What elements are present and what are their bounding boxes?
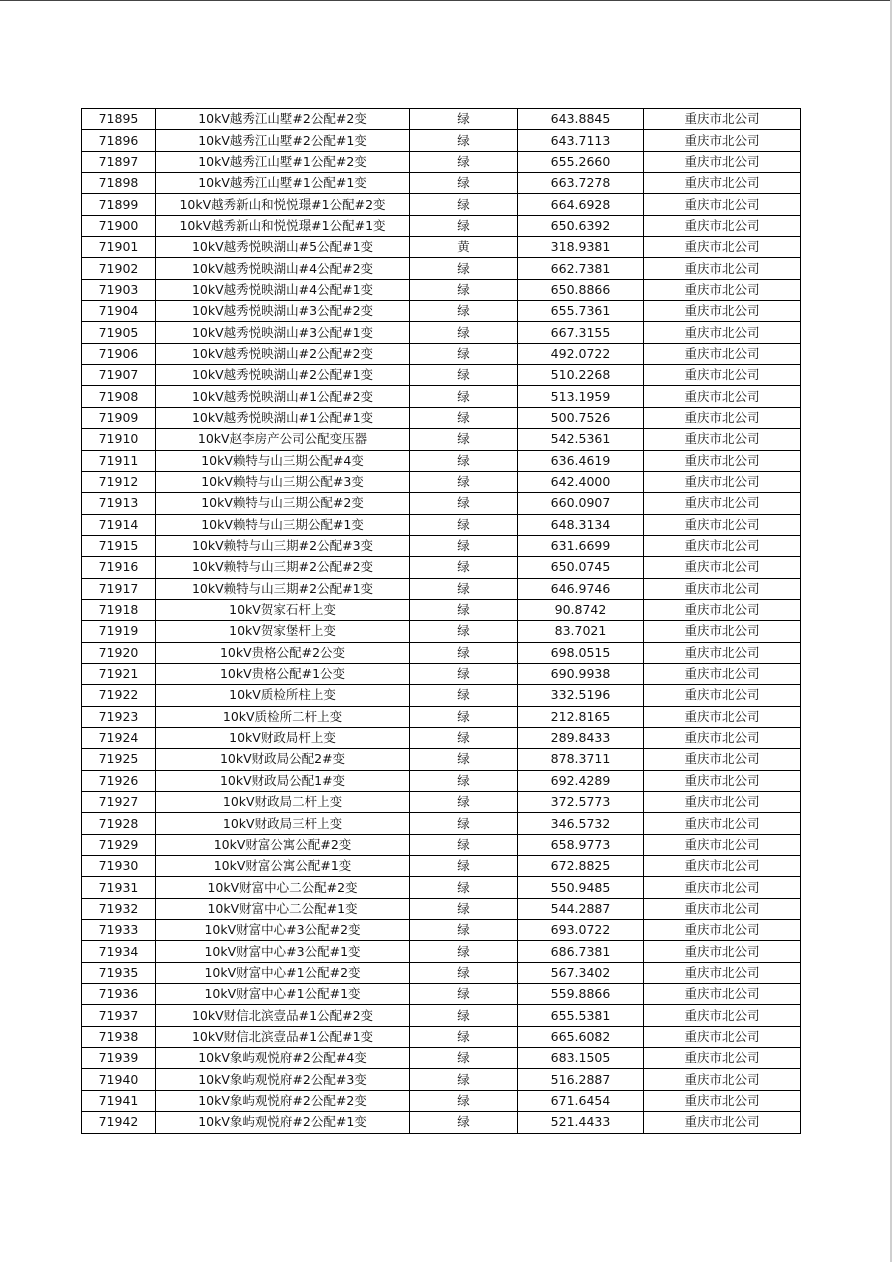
cell-id: 71897 xyxy=(82,151,156,172)
cell-company: 重庆市北公司 xyxy=(644,599,801,620)
table-row xyxy=(82,834,801,855)
cell-id: 71938 xyxy=(82,1026,156,1047)
cell-name: 10kV财政局二杆上变 xyxy=(156,792,410,813)
cell-company: 重庆市北公司 xyxy=(644,685,801,706)
cell-name: 10kV贵格公配#1公变 xyxy=(156,663,410,684)
cell-id: 71927 xyxy=(82,792,156,813)
cell-name: 10kV越秀江山墅#2公配#2变 xyxy=(156,109,410,130)
cell-status: 绿 xyxy=(410,706,518,727)
page-top-border xyxy=(0,0,892,1)
table-row xyxy=(82,962,801,983)
cell-status: 绿 xyxy=(410,962,518,983)
cell-name: 10kV财政局三杆上变 xyxy=(156,813,410,834)
cell-company: 重庆市北公司 xyxy=(644,898,801,919)
cell-name: 10kV越秀悦映湖山#3公配#1变 xyxy=(156,322,410,343)
cell-id: 71899 xyxy=(82,194,156,215)
cell-status: 绿 xyxy=(410,1090,518,1111)
cell-name: 10kV越秀悦映湖山#1公配#1变 xyxy=(156,407,410,428)
cell-status: 绿 xyxy=(410,322,518,343)
cell-name: 10kV越秀悦映湖山#5公配#1变 xyxy=(156,237,410,258)
cell-name: 10kV赖特与山三期#2公配#1变 xyxy=(156,578,410,599)
cell-id: 71931 xyxy=(82,877,156,898)
cell-name: 10kV财富公寓公配#2变 xyxy=(156,834,410,855)
table-row xyxy=(82,920,801,941)
cell-id: 71902 xyxy=(82,258,156,279)
cell-name: 10kV贺家堡杆上变 xyxy=(156,621,410,642)
cell-value: 655.2660 xyxy=(518,151,644,172)
cell-value: 631.6699 xyxy=(518,535,644,556)
cell-company: 重庆市北公司 xyxy=(644,215,801,236)
cell-company: 重庆市北公司 xyxy=(644,1112,801,1133)
table-row xyxy=(82,343,801,364)
cell-status: 绿 xyxy=(410,578,518,599)
cell-value: 650.8866 xyxy=(518,279,644,300)
cell-status: 绿 xyxy=(410,1112,518,1133)
cell-status: 绿 xyxy=(410,429,518,450)
table-row xyxy=(82,173,801,194)
table-row xyxy=(82,557,801,578)
table-row xyxy=(82,1048,801,1069)
cell-name: 10kV越秀新山和悦悦璟#1公配#1变 xyxy=(156,215,410,236)
cell-company: 重庆市北公司 xyxy=(644,962,801,983)
cell-company: 重庆市北公司 xyxy=(644,130,801,151)
table-row xyxy=(82,514,801,535)
table-row xyxy=(82,770,801,791)
table-row xyxy=(82,535,801,556)
cell-value: 650.6392 xyxy=(518,215,644,236)
table-row xyxy=(82,279,801,300)
cell-id: 71907 xyxy=(82,365,156,386)
cell-id: 71913 xyxy=(82,493,156,514)
cell-status: 绿 xyxy=(410,109,518,130)
cell-status: 绿 xyxy=(410,301,518,322)
cell-name: 10kV财政局杆上变 xyxy=(156,727,410,748)
cell-company: 重庆市北公司 xyxy=(644,279,801,300)
cell-name: 10kV象屿观悦府#2公配#2变 xyxy=(156,1090,410,1111)
cell-value: 665.6082 xyxy=(518,1026,644,1047)
cell-id: 71919 xyxy=(82,621,156,642)
table-row xyxy=(82,493,801,514)
cell-company: 重庆市北公司 xyxy=(644,514,801,535)
cell-status: 绿 xyxy=(410,1026,518,1047)
cell-status: 绿 xyxy=(410,898,518,919)
table-row xyxy=(82,322,801,343)
cell-value: 642.4000 xyxy=(518,471,644,492)
cell-value: 655.7361 xyxy=(518,301,644,322)
cell-id: 71901 xyxy=(82,237,156,258)
cell-status: 绿 xyxy=(410,173,518,194)
cell-status: 绿 xyxy=(410,493,518,514)
cell-name: 10kV财政局公配1#变 xyxy=(156,770,410,791)
cell-id: 71909 xyxy=(82,407,156,428)
cell-company: 重庆市北公司 xyxy=(644,856,801,877)
cell-id: 71933 xyxy=(82,920,156,941)
cell-id: 71896 xyxy=(82,130,156,151)
cell-name: 10kV赖特与山三期公配#2变 xyxy=(156,493,410,514)
cell-id: 71935 xyxy=(82,962,156,983)
cell-id: 71921 xyxy=(82,663,156,684)
cell-id: 71898 xyxy=(82,173,156,194)
cell-value: 686.7381 xyxy=(518,941,644,962)
cell-status: 绿 xyxy=(410,450,518,471)
cell-company: 重庆市北公司 xyxy=(644,1048,801,1069)
cell-status: 绿 xyxy=(410,877,518,898)
cell-status: 绿 xyxy=(410,151,518,172)
cell-status: 绿 xyxy=(410,920,518,941)
cell-company: 重庆市北公司 xyxy=(644,642,801,663)
cell-id: 71934 xyxy=(82,941,156,962)
cell-company: 重庆市北公司 xyxy=(644,663,801,684)
cell-name: 10kV财信北滨壹品#1公配#1变 xyxy=(156,1026,410,1047)
cell-value: 663.7278 xyxy=(518,173,644,194)
cell-value: 90.8742 xyxy=(518,599,644,620)
cell-name: 10kV赖特与山三期公配#1变 xyxy=(156,514,410,535)
cell-name: 10kV越秀悦映湖山#4公配#2变 xyxy=(156,258,410,279)
table-row xyxy=(82,237,801,258)
cell-value: 513.1959 xyxy=(518,386,644,407)
cell-value: 660.0907 xyxy=(518,493,644,514)
cell-value: 492.0722 xyxy=(518,343,644,364)
cell-id: 71918 xyxy=(82,599,156,620)
cell-status: 绿 xyxy=(410,365,518,386)
cell-company: 重庆市北公司 xyxy=(644,151,801,172)
cell-company: 重庆市北公司 xyxy=(644,365,801,386)
cell-value: 693.0722 xyxy=(518,920,644,941)
cell-name: 10kV赖特与山三期公配#4变 xyxy=(156,450,410,471)
cell-name: 10kV财富中心二公配#1变 xyxy=(156,898,410,919)
table-row xyxy=(82,471,801,492)
cell-company: 重庆市北公司 xyxy=(644,194,801,215)
cell-status: 绿 xyxy=(410,1069,518,1090)
cell-id: 71923 xyxy=(82,706,156,727)
cell-id: 71937 xyxy=(82,1005,156,1026)
cell-id: 71908 xyxy=(82,386,156,407)
transformer-table xyxy=(81,108,801,1134)
cell-status: 绿 xyxy=(410,685,518,706)
cell-name: 10kV象屿观悦府#2公配#4变 xyxy=(156,1048,410,1069)
cell-value: 636.4619 xyxy=(518,450,644,471)
cell-status: 绿 xyxy=(410,621,518,642)
cell-name: 10kV财信北滨壹品#1公配#2变 xyxy=(156,1005,410,1026)
cell-id: 71928 xyxy=(82,813,156,834)
cell-company: 重庆市北公司 xyxy=(644,557,801,578)
cell-value: 655.5381 xyxy=(518,1005,644,1026)
cell-name: 10kV财富中心#1公配#1变 xyxy=(156,984,410,1005)
cell-name: 10kV象屿观悦府#2公配#1变 xyxy=(156,1112,410,1133)
cell-status: 绿 xyxy=(410,215,518,236)
cell-name: 10kV赖特与山三期#2公配#2变 xyxy=(156,557,410,578)
cell-status: 绿 xyxy=(410,407,518,428)
cell-name: 10kV财政局公配2#变 xyxy=(156,749,410,770)
table-row xyxy=(82,429,801,450)
table-row xyxy=(82,194,801,215)
cell-value: 516.2887 xyxy=(518,1069,644,1090)
cell-value: 643.8845 xyxy=(518,109,644,130)
cell-company: 重庆市北公司 xyxy=(644,621,801,642)
cell-status: 绿 xyxy=(410,642,518,663)
cell-company: 重庆市北公司 xyxy=(644,1069,801,1090)
table-row xyxy=(82,365,801,386)
cell-value: 664.6928 xyxy=(518,194,644,215)
cell-id: 71920 xyxy=(82,642,156,663)
cell-name: 10kV越秀江山墅#1公配#1变 xyxy=(156,173,410,194)
cell-company: 重庆市北公司 xyxy=(644,407,801,428)
cell-id: 71905 xyxy=(82,322,156,343)
cell-company: 重庆市北公司 xyxy=(644,877,801,898)
cell-name: 10kV象屿观悦府#2公配#3变 xyxy=(156,1069,410,1090)
cell-name: 10kV贺家石杆上变 xyxy=(156,599,410,620)
cell-value: 521.4433 xyxy=(518,1112,644,1133)
cell-name: 10kV越秀悦映湖山#2公配#2变 xyxy=(156,343,410,364)
cell-id: 71914 xyxy=(82,514,156,535)
cell-name: 10kV财富中心#1公配#2变 xyxy=(156,962,410,983)
table-row xyxy=(82,215,801,236)
cell-status: 绿 xyxy=(410,130,518,151)
cell-id: 71915 xyxy=(82,535,156,556)
cell-id: 71925 xyxy=(82,749,156,770)
cell-name: 10kV赖特与山三期公配#3变 xyxy=(156,471,410,492)
table-row xyxy=(82,1026,801,1047)
table-row xyxy=(82,813,801,834)
cell-id: 71900 xyxy=(82,215,156,236)
cell-status: 绿 xyxy=(410,813,518,834)
cell-value: 83.7021 xyxy=(518,621,644,642)
cell-name: 10kV越秀江山墅#1公配#2变 xyxy=(156,151,410,172)
cell-id: 71906 xyxy=(82,343,156,364)
cell-name: 10kV赖特与山三期#2公配#3变 xyxy=(156,535,410,556)
cell-company: 重庆市北公司 xyxy=(644,984,801,1005)
table-row xyxy=(82,1090,801,1111)
table-row xyxy=(82,1069,801,1090)
cell-value: 667.3155 xyxy=(518,322,644,343)
cell-id: 71910 xyxy=(82,429,156,450)
cell-value: 544.2887 xyxy=(518,898,644,919)
cell-id: 71903 xyxy=(82,279,156,300)
cell-name: 10kV贵格公配#2公变 xyxy=(156,642,410,663)
cell-value: 650.0745 xyxy=(518,557,644,578)
cell-value: 559.8866 xyxy=(518,984,644,1005)
cell-company: 重庆市北公司 xyxy=(644,792,801,813)
table-row xyxy=(82,109,801,130)
table-row xyxy=(82,856,801,877)
cell-id: 71942 xyxy=(82,1112,156,1133)
cell-value: 550.9485 xyxy=(518,877,644,898)
cell-name: 10kV质检所柱上变 xyxy=(156,685,410,706)
cell-value: 289.8433 xyxy=(518,727,644,748)
cell-value: 212.8165 xyxy=(518,706,644,727)
cell-status: 绿 xyxy=(410,386,518,407)
cell-value: 658.9773 xyxy=(518,834,644,855)
table-row xyxy=(82,599,801,620)
table-row xyxy=(82,130,801,151)
table-row xyxy=(82,706,801,727)
cell-company: 重庆市北公司 xyxy=(644,1005,801,1026)
cell-status: 绿 xyxy=(410,856,518,877)
cell-company: 重庆市北公司 xyxy=(644,109,801,130)
cell-value: 672.8825 xyxy=(518,856,644,877)
cell-status: 绿 xyxy=(410,749,518,770)
cell-value: 646.9746 xyxy=(518,578,644,599)
table-row xyxy=(82,898,801,919)
cell-status: 绿 xyxy=(410,727,518,748)
cell-id: 71932 xyxy=(82,898,156,919)
cell-name: 10kV质检所二杆上变 xyxy=(156,706,410,727)
cell-id: 71916 xyxy=(82,557,156,578)
cell-id: 71912 xyxy=(82,471,156,492)
cell-status: 绿 xyxy=(410,279,518,300)
cell-status: 绿 xyxy=(410,663,518,684)
cell-status: 绿 xyxy=(410,557,518,578)
cell-company: 重庆市北公司 xyxy=(644,301,801,322)
cell-value: 510.2268 xyxy=(518,365,644,386)
cell-value: 500.7526 xyxy=(518,407,644,428)
table-row xyxy=(82,941,801,962)
cell-value: 567.3402 xyxy=(518,962,644,983)
cell-id: 71929 xyxy=(82,834,156,855)
cell-status: 绿 xyxy=(410,343,518,364)
cell-company: 重庆市北公司 xyxy=(644,386,801,407)
cell-name: 10kV财富中心#3公配#1变 xyxy=(156,941,410,962)
cell-status: 绿 xyxy=(410,194,518,215)
cell-company: 重庆市北公司 xyxy=(644,173,801,194)
table-row xyxy=(82,450,801,471)
cell-company: 重庆市北公司 xyxy=(644,578,801,599)
table-row xyxy=(82,407,801,428)
cell-company: 重庆市北公司 xyxy=(644,727,801,748)
cell-value: 662.7381 xyxy=(518,258,644,279)
cell-id: 71939 xyxy=(82,1048,156,1069)
table-row xyxy=(82,386,801,407)
cell-company: 重庆市北公司 xyxy=(644,322,801,343)
cell-name: 10kV越秀悦映湖山#2公配#1变 xyxy=(156,365,410,386)
cell-company: 重庆市北公司 xyxy=(644,493,801,514)
cell-name: 10kV越秀新山和悦悦璟#1公配#2变 xyxy=(156,194,410,215)
cell-status: 绿 xyxy=(410,1048,518,1069)
cell-company: 重庆市北公司 xyxy=(644,258,801,279)
table-row xyxy=(82,258,801,279)
cell-name: 10kV越秀悦映湖山#4公配#1变 xyxy=(156,279,410,300)
cell-value: 690.9938 xyxy=(518,663,644,684)
table-body xyxy=(82,109,801,1134)
table-row xyxy=(82,727,801,748)
table-row xyxy=(82,792,801,813)
cell-name: 10kV越秀悦映湖山#3公配#2变 xyxy=(156,301,410,322)
cell-id: 71930 xyxy=(82,856,156,877)
cell-id: 71941 xyxy=(82,1090,156,1111)
cell-name: 10kV越秀江山墅#2公配#1变 xyxy=(156,130,410,151)
table-row xyxy=(82,685,801,706)
cell-status: 绿 xyxy=(410,834,518,855)
cell-value: 372.5773 xyxy=(518,792,644,813)
cell-id: 71917 xyxy=(82,578,156,599)
table-row xyxy=(82,1005,801,1026)
cell-value: 671.6454 xyxy=(518,1090,644,1111)
cell-status: 绿 xyxy=(410,535,518,556)
cell-company: 重庆市北公司 xyxy=(644,237,801,258)
cell-status: 绿 xyxy=(410,792,518,813)
cell-company: 重庆市北公司 xyxy=(644,1026,801,1047)
cell-value: 878.3711 xyxy=(518,749,644,770)
cell-company: 重庆市北公司 xyxy=(644,834,801,855)
cell-value: 346.5732 xyxy=(518,813,644,834)
cell-status: 绿 xyxy=(410,984,518,1005)
cell-value: 332.5196 xyxy=(518,685,644,706)
cell-id: 71924 xyxy=(82,727,156,748)
cell-company: 重庆市北公司 xyxy=(644,450,801,471)
table-row xyxy=(82,749,801,770)
cell-company: 重庆市北公司 xyxy=(644,471,801,492)
cell-status: 绿 xyxy=(410,941,518,962)
cell-name: 10kV财富公寓公配#1变 xyxy=(156,856,410,877)
table-row xyxy=(82,877,801,898)
table-row xyxy=(82,621,801,642)
cell-value: 318.9381 xyxy=(518,237,644,258)
cell-company: 重庆市北公司 xyxy=(644,749,801,770)
cell-company: 重庆市北公司 xyxy=(644,941,801,962)
cell-name: 10kV财富中心二公配#2变 xyxy=(156,877,410,898)
table-row xyxy=(82,663,801,684)
cell-status: 绿 xyxy=(410,258,518,279)
cell-id: 71922 xyxy=(82,685,156,706)
cell-id: 71926 xyxy=(82,770,156,791)
table-row xyxy=(82,1112,801,1133)
cell-value: 698.0515 xyxy=(518,642,644,663)
cell-status: 绿 xyxy=(410,1005,518,1026)
cell-value: 542.5361 xyxy=(518,429,644,450)
cell-company: 重庆市北公司 xyxy=(644,813,801,834)
cell-company: 重庆市北公司 xyxy=(644,1090,801,1111)
cell-status: 绿 xyxy=(410,770,518,791)
cell-status: 黄 xyxy=(410,237,518,258)
table-row xyxy=(82,642,801,663)
cell-id: 71940 xyxy=(82,1069,156,1090)
cell-value: 683.1505 xyxy=(518,1048,644,1069)
cell-status: 绿 xyxy=(410,471,518,492)
cell-company: 重庆市北公司 xyxy=(644,706,801,727)
cell-company: 重庆市北公司 xyxy=(644,343,801,364)
cell-status: 绿 xyxy=(410,599,518,620)
cell-id: 71911 xyxy=(82,450,156,471)
cell-value: 643.7113 xyxy=(518,130,644,151)
cell-company: 重庆市北公司 xyxy=(644,535,801,556)
cell-value: 648.3134 xyxy=(518,514,644,535)
cell-company: 重庆市北公司 xyxy=(644,920,801,941)
table-row xyxy=(82,578,801,599)
table-row xyxy=(82,984,801,1005)
cell-name: 10kV赵李房产公司公配变压器 xyxy=(156,429,410,450)
cell-status: 绿 xyxy=(410,514,518,535)
cell-name: 10kV越秀悦映湖山#1公配#2变 xyxy=(156,386,410,407)
cell-name: 10kV财富中心#3公配#2变 xyxy=(156,920,410,941)
cell-company: 重庆市北公司 xyxy=(644,429,801,450)
cell-company: 重庆市北公司 xyxy=(644,770,801,791)
cell-id: 71936 xyxy=(82,984,156,1005)
cell-value: 692.4289 xyxy=(518,770,644,791)
cell-id: 71895 xyxy=(82,109,156,130)
table-row xyxy=(82,301,801,322)
cell-id: 71904 xyxy=(82,301,156,322)
table-row xyxy=(82,151,801,172)
